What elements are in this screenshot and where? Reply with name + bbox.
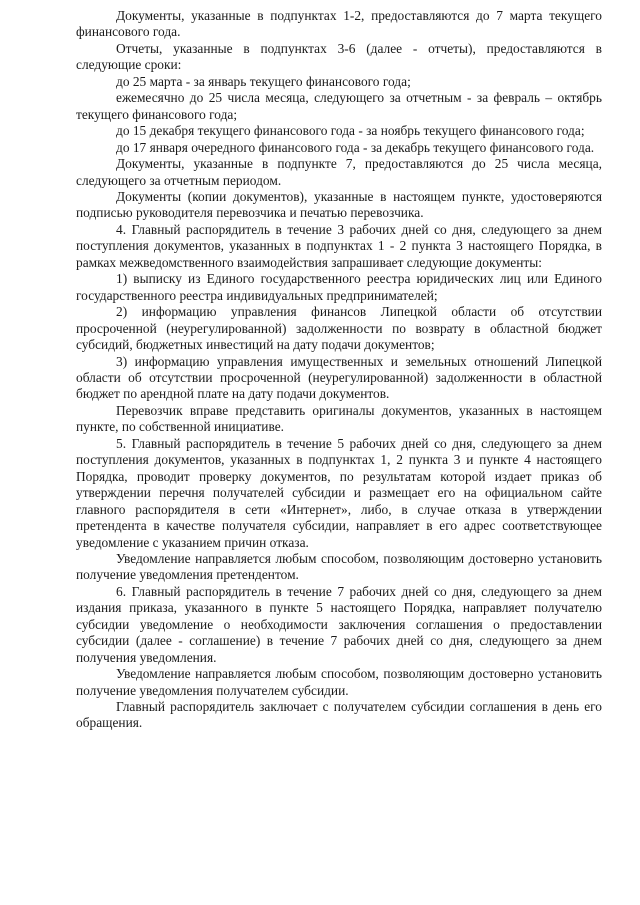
paragraph-8: Документы (копии документов), указанные в настоящем пункте, удостоверяются подписью руководителя перевозчика и печатью перевозчика. [76,188,602,221]
paragraph-4: ежемесячно до 25 числа месяца, следующего за отчетным - за февраль – октябрь текущего финансового года; [76,90,602,122]
paragraph-18: Главный распорядитель заключает с получателем субсидии соглашения в день его обращения. [76,699,602,731]
paragraph-6: до 17 января очередного финансового года - за декабрь текущего финансового года. [116,139,595,155]
paragraph-3: до 25 марта - за январь текущего финансового года; [116,73,411,89]
paragraph-15: Уведомление направляется любым способом, позволяющим достоверно установить получение уведомления претендентом. [76,550,602,583]
paragraph-16: 6. Главный распорядитель в течение 7 рабочих дней со дня, следующего за днем издания приказа, указанного в пункте 5 настоящего Порядка, направляет получателю субсидии уведомление о необходимости заключения соглашения о предоставлении субсидии (далее - соглашение) в течение 7 рабочих дней со дня, следующего за днем получения уведомления. [76,583,602,665]
document-body [76,8,602,732]
paragraph-9: 4. Главный распорядитель в течение 3 рабочих дней со дня, следующего за днем поступления документов, указанных в подпунктах 1 - 2 пункта 3 настоящего Порядка, в рамках межведомственного взаимодействия запрашивает следующие документы: [76,221,602,270]
paragraph-1: Документы, указанные в подпунктах 1-2, предоставляются до 7 марта текущего финансового года. [76,8,602,40]
paragraph-10: 1) выписку из Единого государственного реестра юридических лиц или Единого государственного реестра индивидуальных предпринимателей; [76,271,602,303]
paragraph-13: Перевозчик вправе представить оригиналы документов, указанных в настоящем пункте, по собственной инициативе. [76,402,602,435]
paragraph-17: Уведомление направляется любым способом, позволяющим достоверно установить получение уведомления получателем субсидии. [76,666,602,698]
paragraph-14: 5. Главный распорядитель в течение 5 рабочих дней со дня, следующего за днем поступления документов, указанных в подпунктах 1, 2 пункта 3 и пункте 4 настоящего Порядка, проводит проверку документов, по результатам которой издает приказ об утверждении перечня получателей субсидии и размещает его на официальном сайте главного распорядителя в сети «Интернет», либо, в случае отказа в утверждении претендента в качестве получателя субсидии, направляет в его адрес соответствующее уведомление с указанием причин отказа. [76,435,602,550]
paragraph-12: 3) информацию управления имущественных и земельных отношений Липецкой области об отсутствии просроченной (неурегулированной) задолженности в областной бюджет по арендной плате на дату подачи документов. [76,353,602,402]
paragraph-7: Документы, указанные в подпункте 7, предоставляются до 25 числа месяца, следующего за отчетным периодом. [76,156,602,188]
paragraph-5: до 15 декабря текущего финансового года - за ноябрь текущего финансового года; [116,123,585,139]
paragraph-11: 2) информацию управления финансов Липецкой области об отсутствии просроченной (неурегулированной) задолженности по возврату в областной бюджет субсидий, бюджетных инвестиций на дату подачи документов; [76,304,602,353]
paragraph-2: Отчеты, указанные в подпунктах 3-6 (далее - отчеты), предоставляются в следующие сроки: [76,40,602,73]
